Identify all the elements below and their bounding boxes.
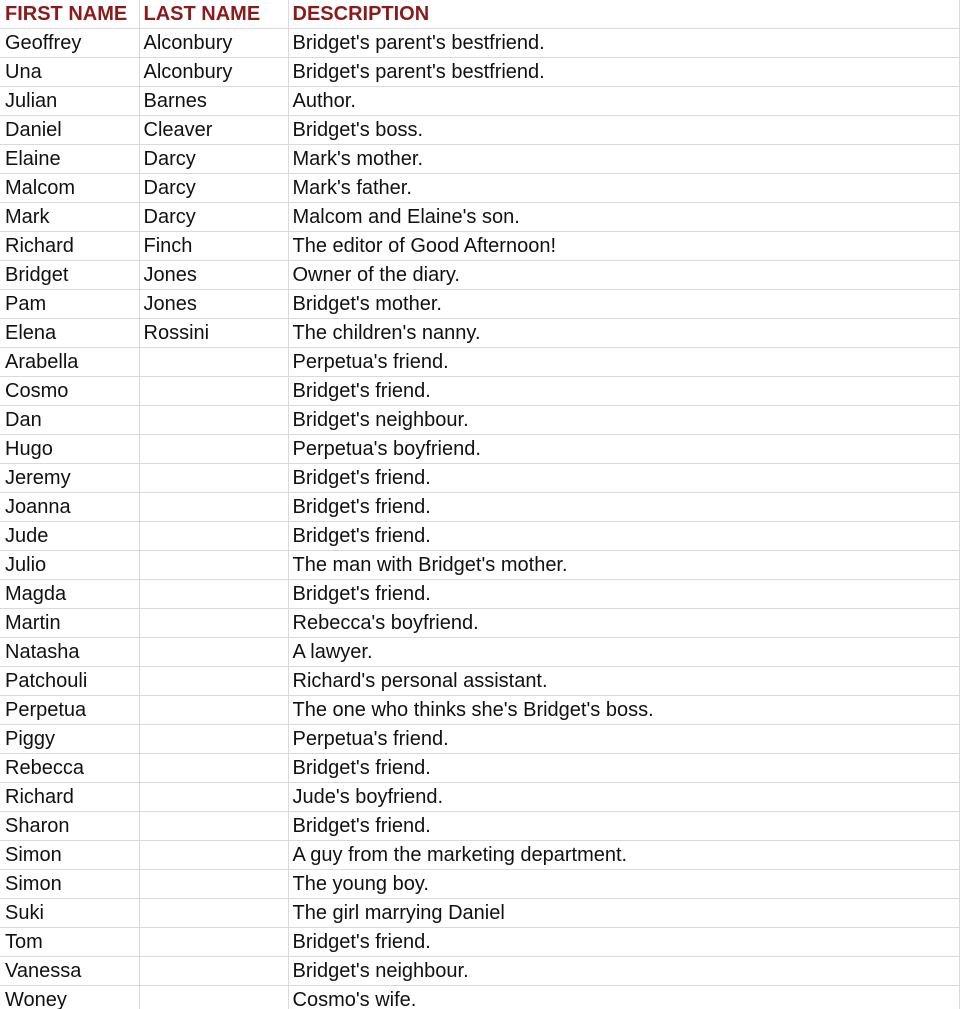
table-row: [0, 754, 959, 783]
last-name-cell[interactable]: [139, 841, 288, 870]
description-cell[interactable]: Richard's personal assistant.: [288, 667, 959, 696]
first-name-cell[interactable]: Jude: [0, 522, 139, 551]
last-name-cell[interactable]: Alconbury: [139, 29, 288, 58]
table-row: [0, 841, 959, 870]
table-row: [0, 522, 959, 551]
first-name-cell[interactable]: Geoffrey: [0, 29, 139, 58]
description-cell[interactable]: Bridget's friend.: [288, 377, 959, 406]
description-cell[interactable]: A guy from the marketing department.: [288, 841, 959, 870]
description-cell[interactable]: Perpetua's friend.: [288, 348, 959, 377]
first-name-cell[interactable]: Elena: [0, 319, 139, 348]
description-cell[interactable]: The one who thinks she's Bridget's boss.: [288, 696, 959, 725]
table-row: [0, 145, 959, 174]
first-name-cell[interactable]: Richard: [0, 783, 139, 812]
description-cell[interactable]: The editor of Good Afternoon!: [288, 232, 959, 261]
first-name-cell[interactable]: Elaine: [0, 145, 139, 174]
description-cell[interactable]: Bridget's friend.: [288, 580, 959, 609]
description-cell[interactable]: Bridget's friend.: [288, 464, 959, 493]
first-name-cell[interactable]: Mark: [0, 203, 139, 232]
first-name-cell[interactable]: Joanna: [0, 493, 139, 522]
last-name-cell[interactable]: Barnes: [139, 87, 288, 116]
table-row: [0, 638, 959, 667]
first-name-cell[interactable]: Richard: [0, 232, 139, 261]
last-name-cell[interactable]: [139, 667, 288, 696]
first-name-cell[interactable]: Pam: [0, 290, 139, 319]
table-row: [0, 29, 959, 58]
description-cell[interactable]: Bridget's friend.: [288, 928, 959, 957]
first-name-cell[interactable]: Jeremy: [0, 464, 139, 493]
header-last-name[interactable]: LAST NAME: [139, 0, 288, 29]
description-cell[interactable]: The young boy.: [288, 870, 959, 899]
table-row: [0, 435, 959, 464]
last-name-cell[interactable]: [139, 899, 288, 928]
description-cell[interactable]: Perpetua's boyfriend.: [288, 435, 959, 464]
table-body: [0, 29, 959, 1009]
last-name-cell[interactable]: [139, 493, 288, 522]
first-name-cell[interactable]: Arabella: [0, 348, 139, 377]
table-row: [0, 377, 959, 406]
description-cell[interactable]: Bridget's neighbour.: [288, 406, 959, 435]
first-name-cell[interactable]: Daniel: [0, 116, 139, 145]
table-row: [0, 116, 959, 145]
last-name-cell[interactable]: [139, 783, 288, 812]
last-name-cell[interactable]: [139, 986, 288, 1009]
header-first-name[interactable]: FIRST NAME: [0, 0, 139, 29]
first-name-cell[interactable]: Cosmo: [0, 377, 139, 406]
last-name-cell[interactable]: [139, 464, 288, 493]
first-name-cell[interactable]: Julian: [0, 87, 139, 116]
first-name-cell[interactable]: Malcom: [0, 174, 139, 203]
first-name-cell[interactable]: Suki: [0, 899, 139, 928]
table-row: [0, 609, 959, 638]
table-row: [0, 464, 959, 493]
first-name-cell[interactable]: Natasha: [0, 638, 139, 667]
description-cell[interactable]: Bridget's friend.: [288, 493, 959, 522]
first-name-cell[interactable]: Woney: [0, 986, 139, 1009]
header-description[interactable]: DESCRIPTION: [288, 0, 959, 29]
table-row: [0, 928, 959, 957]
description-cell[interactable]: The girl marrying Daniel: [288, 899, 959, 928]
first-name-cell[interactable]: Julio: [0, 551, 139, 580]
last-name-cell[interactable]: [139, 754, 288, 783]
description-cell[interactable]: Mark's father.: [288, 174, 959, 203]
table-row: [0, 899, 959, 928]
table-row: [0, 957, 959, 986]
description-cell[interactable]: Cosmo's wife.: [288, 986, 959, 1009]
last-name-cell[interactable]: [139, 870, 288, 899]
table-row: [0, 58, 959, 87]
table-row: [0, 87, 959, 116]
last-name-cell[interactable]: [139, 406, 288, 435]
table-row: [0, 348, 959, 377]
table-row: [0, 232, 959, 261]
first-name-cell[interactable]: Sharon: [0, 812, 139, 841]
first-name-cell[interactable]: Simon: [0, 841, 139, 870]
table-row: [0, 406, 959, 435]
last-name-cell[interactable]: [139, 957, 288, 986]
table-row: [0, 986, 959, 1009]
table-row: [0, 783, 959, 812]
last-name-cell[interactable]: Finch: [139, 232, 288, 261]
last-name-cell[interactable]: Cleaver: [139, 116, 288, 145]
table-row: [0, 174, 959, 203]
description-cell[interactable]: Bridget's friend.: [288, 522, 959, 551]
table-row: [0, 725, 959, 754]
last-name-cell[interactable]: [139, 638, 288, 667]
header-row: [0, 0, 959, 29]
last-name-cell[interactable]: [139, 725, 288, 754]
first-name-cell[interactable]: Simon: [0, 870, 139, 899]
first-name-cell[interactable]: Dan: [0, 406, 139, 435]
table-row: [0, 493, 959, 522]
first-name-cell[interactable]: Martin: [0, 609, 139, 638]
table-row: [0, 667, 959, 696]
description-cell[interactable]: Perpetua's friend.: [288, 725, 959, 754]
table-row: [0, 580, 959, 609]
description-cell[interactable]: Rebecca's boyfriend.: [288, 609, 959, 638]
description-cell[interactable]: Bridget's parent's bestfriend.: [288, 29, 959, 58]
description-cell[interactable]: Bridget's parent's bestfriend.: [288, 58, 959, 87]
table-row: [0, 203, 959, 232]
description-cell[interactable]: Bridget's neighbour.: [288, 957, 959, 986]
first-name-cell[interactable]: Piggy: [0, 725, 139, 754]
first-name-cell[interactable]: Magda: [0, 580, 139, 609]
last-name-cell[interactable]: [139, 696, 288, 725]
table-row: [0, 812, 959, 841]
last-name-cell[interactable]: [139, 928, 288, 957]
table-row: [0, 551, 959, 580]
description-cell[interactable]: The children's nanny.: [288, 319, 959, 348]
last-name-cell[interactable]: Jones: [139, 290, 288, 319]
first-name-cell[interactable]: Patchouli: [0, 667, 139, 696]
last-name-cell[interactable]: Jones: [139, 261, 288, 290]
last-name-cell[interactable]: Darcy: [139, 203, 288, 232]
description-cell[interactable]: Bridget's boss.: [288, 116, 959, 145]
last-name-cell[interactable]: [139, 609, 288, 638]
last-name-cell[interactable]: [139, 348, 288, 377]
table-row: [0, 696, 959, 725]
last-name-cell[interactable]: Alconbury: [139, 58, 288, 87]
first-name-cell[interactable]: Perpetua: [0, 696, 139, 725]
description-cell[interactable]: Author.: [288, 87, 959, 116]
last-name-cell[interactable]: Darcy: [139, 174, 288, 203]
description-cell[interactable]: Owner of the diary.: [288, 261, 959, 290]
table-row: [0, 870, 959, 899]
last-name-cell[interactable]: [139, 580, 288, 609]
first-name-cell[interactable]: Rebecca: [0, 754, 139, 783]
first-name-cell[interactable]: Hugo: [0, 435, 139, 464]
last-name-cell[interactable]: Rossini: [139, 319, 288, 348]
first-name-cell[interactable]: Tom: [0, 928, 139, 957]
description-cell[interactable]: Jude's boyfriend.: [288, 783, 959, 812]
last-name-cell[interactable]: [139, 812, 288, 841]
last-name-cell[interactable]: [139, 522, 288, 551]
first-name-cell[interactable]: Una: [0, 58, 139, 87]
last-name-cell[interactable]: [139, 435, 288, 464]
first-name-cell[interactable]: Vanessa: [0, 957, 139, 986]
description-cell[interactable]: Malcom and Elaine's son.: [288, 203, 959, 232]
last-name-cell[interactable]: Darcy: [139, 145, 288, 174]
table-row: [0, 290, 959, 319]
table-row: [0, 261, 959, 290]
last-name-cell[interactable]: [139, 377, 288, 406]
description-cell[interactable]: Bridget's mother.: [288, 290, 959, 319]
first-name-cell[interactable]: Bridget: [0, 261, 139, 290]
description-cell[interactable]: Mark's mother.: [288, 145, 959, 174]
description-cell[interactable]: A lawyer.: [288, 638, 959, 667]
last-name-cell[interactable]: [139, 551, 288, 580]
table-row: [0, 319, 959, 348]
description-cell[interactable]: The man with Bridget's mother.: [288, 551, 959, 580]
description-cell[interactable]: Bridget's friend.: [288, 812, 959, 841]
description-cell[interactable]: Bridget's friend.: [288, 754, 959, 783]
